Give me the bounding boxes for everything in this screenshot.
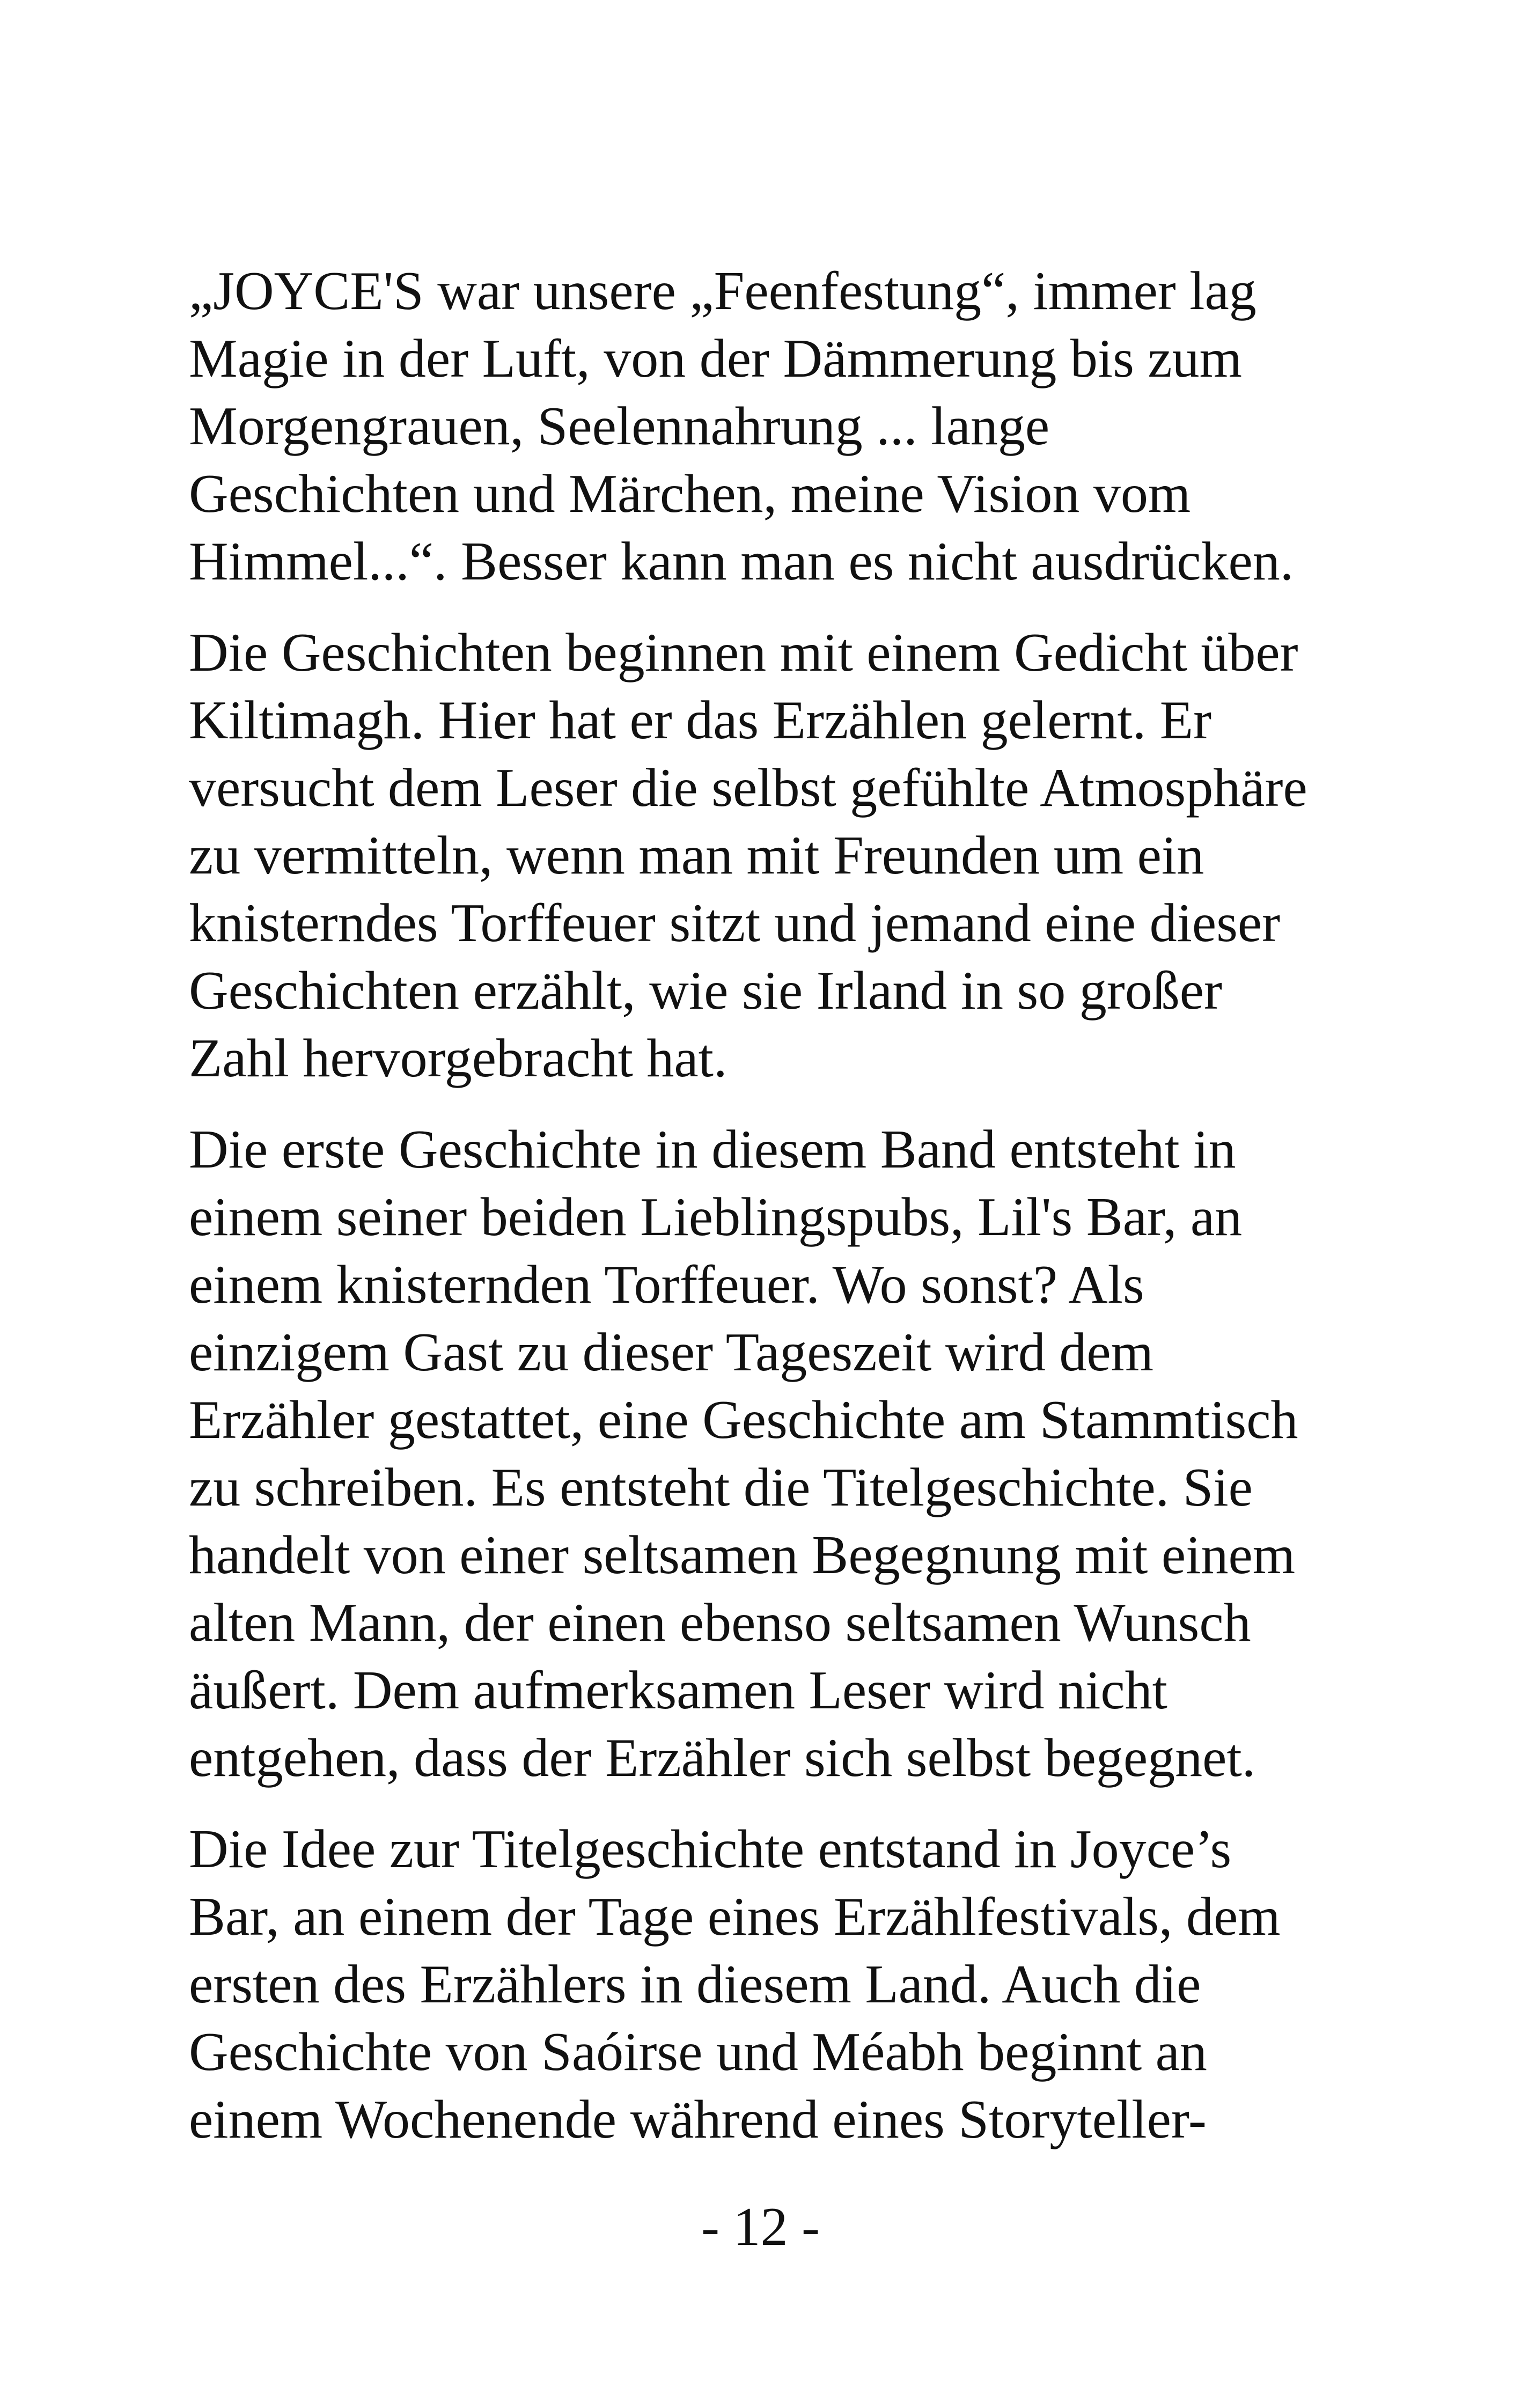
text-line: Zahl hervorgebracht hat. — [189, 1028, 728, 1089]
paragraph-1 — [189, 258, 1337, 596]
page-number: - 12 - — [701, 2197, 820, 2257]
text-line: einem seiner beiden Lieblingspubs, Lil's Bar, an — [189, 1187, 1243, 1247]
text-line: zu schreiben. Es entsteht die Titelgeschichte. Sie — [189, 1457, 1253, 1518]
text-line: Magie in der Luft, von der Dämmerung bis zum — [189, 328, 1243, 389]
text-line: Die Geschichten beginnen mit einem Gedicht über — [189, 622, 1298, 683]
text-line: Himmel...“. Besser kann man es nicht ausdrücken. — [189, 531, 1294, 592]
text-line: zu vermitteln, wenn man mit Freunden um ein — [189, 825, 1204, 886]
text-line: Die erste Geschichte in diesem Band entsteht in — [189, 1119, 1236, 1180]
text-line: Geschichte von Saóirse und Méabh beginnt an — [189, 2022, 1207, 2082]
text-line: „JOYCE'S war unsere „Feenfestung“, immer lag — [189, 261, 1257, 321]
body-text — [189, 258, 1337, 2177]
text-line: knisterndes Torffeuer sitzt und jemand eine dieser — [189, 893, 1281, 953]
paragraph-2 — [189, 619, 1337, 1092]
text-line: einem Wochenende während eines Storyteller- — [189, 2089, 1207, 2150]
text-line: Die Idee zur Titelgeschichte entstand in Joyce’s — [189, 1819, 1232, 1880]
text-line: alten Mann, der einen ebenso seltsamen Wunsch — [189, 1592, 1251, 1653]
paragraph-4 — [189, 1816, 1337, 2154]
text-line: Morgengrauen, Seelennahrung ... lange — [189, 396, 1050, 457]
text-line: Geschichten erzählt, wie sie Irland in so großer — [189, 960, 1222, 1021]
text-line: handelt von einer seltsamen Begegnung mit einem — [189, 1525, 1296, 1585]
text-line: ersten des Erzählers in diesem Land. Auch die — [189, 1954, 1201, 2015]
paragraph-3 — [189, 1116, 1337, 1792]
text-line: Kiltimagh. Hier hat er das Erzählen gelernt. Er — [189, 690, 1212, 751]
text-line: Bar, an einem der Tage eines Erzählfestivals, dem — [189, 1886, 1281, 1947]
text-line: einem knisternden Torffeuer. Wo sonst? Als — [189, 1254, 1144, 1315]
text-line: einzigem Gast zu dieser Tageszeit wird dem — [189, 1322, 1153, 1383]
text-line: äußert. Dem aufmerksamen Leser wird nicht — [189, 1660, 1167, 1721]
text-line: Geschichten und Märchen, meine Vision vom — [189, 464, 1191, 524]
text-line: entgehen, dass der Erzähler sich selbst begegnet. — [189, 1728, 1256, 1788]
text-line: Erzähler gestattet, eine Geschichte am Stammtisch — [189, 1390, 1298, 1450]
text-line: versucht dem Leser die selbst gefühlte Atmosphäre — [189, 758, 1307, 818]
